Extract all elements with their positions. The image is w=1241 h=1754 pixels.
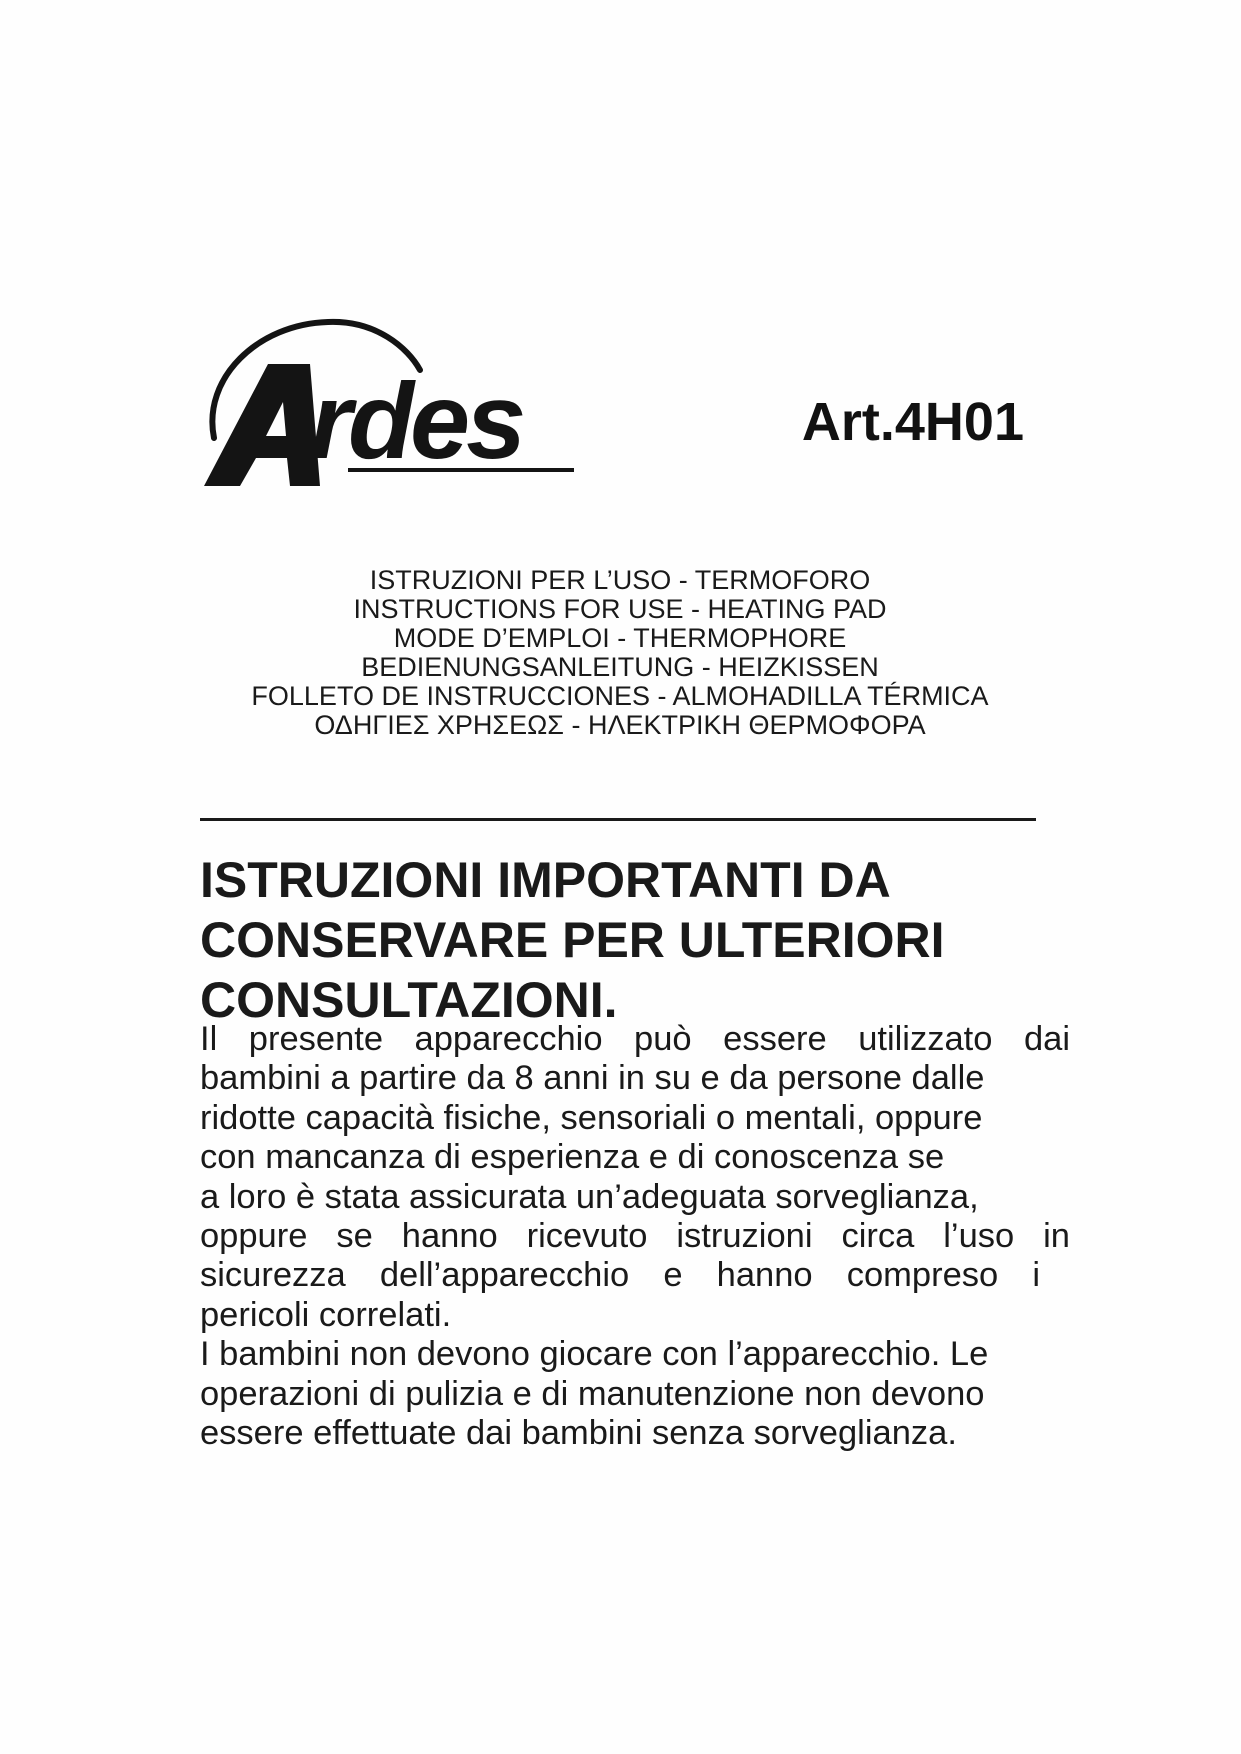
body-line: oppure se hanno ricevuto istruzioni circa l’uso in	[200, 1217, 1070, 1256]
body-line: a loro è stata assicurata un’adeguata sorveglianza,	[200, 1177, 979, 1216]
divider-line	[200, 818, 1036, 821]
safety-paragraph	[200, 1020, 1070, 1453]
title-en: INSTRUCTIONS FOR USE - HEATING PAD	[353, 594, 887, 624]
svg-text:rdes: rdes	[310, 360, 523, 481]
title-de: BEDIENUNGSANLEITUNG - HEIZKISSEN	[361, 652, 879, 682]
body-line: bambini a partire da 8 anni in su e da persone dalle	[200, 1059, 985, 1098]
body-line: Il presente apparecchio può essere utilizzato dai	[200, 1020, 1070, 1058]
body-line: ridotte capacità fisiche, sensoriali o mentali, oppure	[200, 1098, 983, 1137]
product-titles	[150, 566, 1090, 740]
body-line: I bambini non devono giocare con l’apparecchio. Le	[200, 1335, 989, 1374]
heading-line: ISTRUZIONI IMPORTANTI DA	[200, 852, 891, 908]
title-it: ISTRUZIONI PER L’USO - TERMOFORO	[369, 565, 871, 595]
title-el: ΟΔΗΓΙΕΣ ΧΡΗΣΕΩΣ - ΗΛΕΚΤΡΙΚΗ ΘΕΡΜΟΦΟΡΑ	[314, 710, 926, 740]
heading-line: CONSERVARE PER ULTERIORI	[200, 912, 945, 968]
ardes-logo	[198, 318, 590, 490]
title-es: FOLLETO DE INSTRUCCIONES - ALMOHADILLA TÉRMICA	[251, 681, 989, 711]
body-line: essere effettuate dai bambini senza sorveglianza.	[200, 1414, 957, 1453]
title-fr: MODE D’EMPLOI - THERMOPHORE	[393, 623, 847, 653]
body-line: operazioni di pulizia e di manutenzione non devono	[200, 1374, 985, 1413]
important-instructions-heading	[200, 850, 1060, 1030]
body-line: sicurezza dell’apparecchio e hanno compreso i	[200, 1256, 1040, 1295]
article-code: Art.4H01	[801, 392, 1024, 452]
body-line: con mancanza di esperienza e di conoscenza se	[200, 1138, 945, 1177]
heading-line: CONSULTAZIONI.	[200, 972, 618, 1028]
body-line: pericoli correlati.	[200, 1295, 452, 1334]
